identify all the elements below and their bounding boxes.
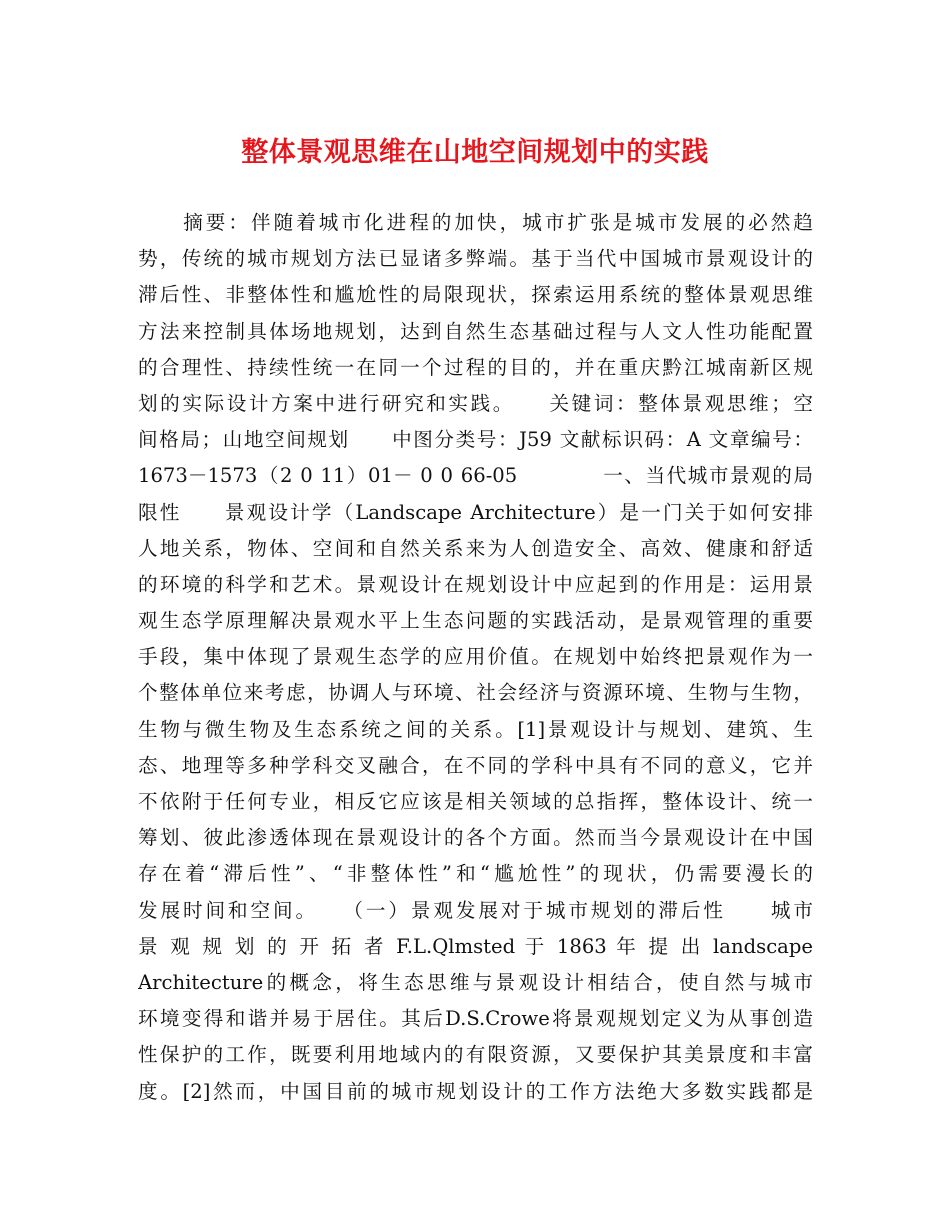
- text-line: 态、地理等多种学科交叉融合，在不同的学科中具有不同的意义，它并: [138, 753, 813, 777]
- text-line: 个整体单位来考虑，协调人与环境、社会经济与资源环境、生物与生物，: [138, 681, 813, 705]
- text-line: Architecture的概念，将生态思维与景观设计相结合，使自然与城市: [138, 970, 813, 994]
- body-text: [138, 205, 813, 1110]
- text-line: 限性 景观设计学（Landscape Architecture）是一门关于如何安排: [138, 500, 813, 524]
- text-line: 的环境的科学和艺术。景观设计在规划设计中应起到的作用是：运用景: [138, 572, 813, 596]
- text-line: 环境变得和谐并易于居住。其后D.S.Crowe将景观规划定义为从事创造: [138, 1007, 813, 1031]
- text-line: 生物与微生物及生态系统之间的关系。[1]景观设计与规划、建筑、生: [138, 717, 813, 741]
- text-line: 筹划、彼此渗透体现在景观设计的各个方面。然而当今景观设计在中国: [138, 826, 813, 850]
- text-line: 的合理性、持续性统一在同一个过程的目的，并在重庆黔江城南新区规: [138, 355, 813, 379]
- text-line: 间格局；山地空间规划 中图分类号：J59 文献标识码：A 文章编号：: [138, 428, 813, 452]
- text-line: 滞后性、非整体性和尴尬性的局限现状，探索运用系统的整体景观思维: [138, 283, 813, 307]
- text-line: 势，传统的城市规划方法已显诸多弊端。基于当代中国城市景观设计的: [138, 247, 813, 271]
- text-line: 人地关系，物体、空间和自然关系来为人创造安全、高效、健康和舒适: [138, 536, 813, 560]
- text-line: 手段，集中体现了景观生态学的应用价值。在规划中始终把景观作为一: [138, 645, 813, 669]
- text-line: 方法来控制具体场地规划，达到自然生态基础过程与人文人性功能配置: [138, 319, 813, 343]
- text-line: 观生态学原理解决景观水平上生态问题的实践活动，是景观管理的重要: [138, 609, 813, 633]
- text-line: 划的实际设计方案中进行研究和实践。 关键词：整体景观思维；空: [138, 391, 813, 415]
- text-line: 景 观 规 划 的 开 拓 者 F.L.Qlmsted 于 1863 年 提 出 landscape: [138, 934, 813, 958]
- text-line: 1673－1573（2 0 11）01－ 0 0 66-05 一、当代城市景观的局: [138, 464, 813, 488]
- document-title: 整体景观思维在山地空间规划中的实践: [241, 137, 709, 168]
- text-line: 度。[2]然而，中国目前的城市规划设计的工作方法绝大多数实践都是: [138, 1079, 813, 1103]
- text-line: 不依附于任何专业，相反它应该是相关领域的总指挥，整体设计、统一: [138, 790, 813, 813]
- text-line: 发展时间和空间。 （一）景观发展对于城市规划的滞后性 城市: [138, 898, 813, 922]
- text-line: 摘要：伴随着城市化进程的加快，城市扩张是城市发展的必然趋: [138, 211, 813, 234]
- text-line: 存在着“滞后性”、“非整体性”和“尴尬性”的现状，仍需要漫长的: [138, 862, 813, 886]
- text-line: 性保护的工作，既要利用地域内的有限资源，又要保护其美景度和丰富: [138, 1043, 813, 1067]
